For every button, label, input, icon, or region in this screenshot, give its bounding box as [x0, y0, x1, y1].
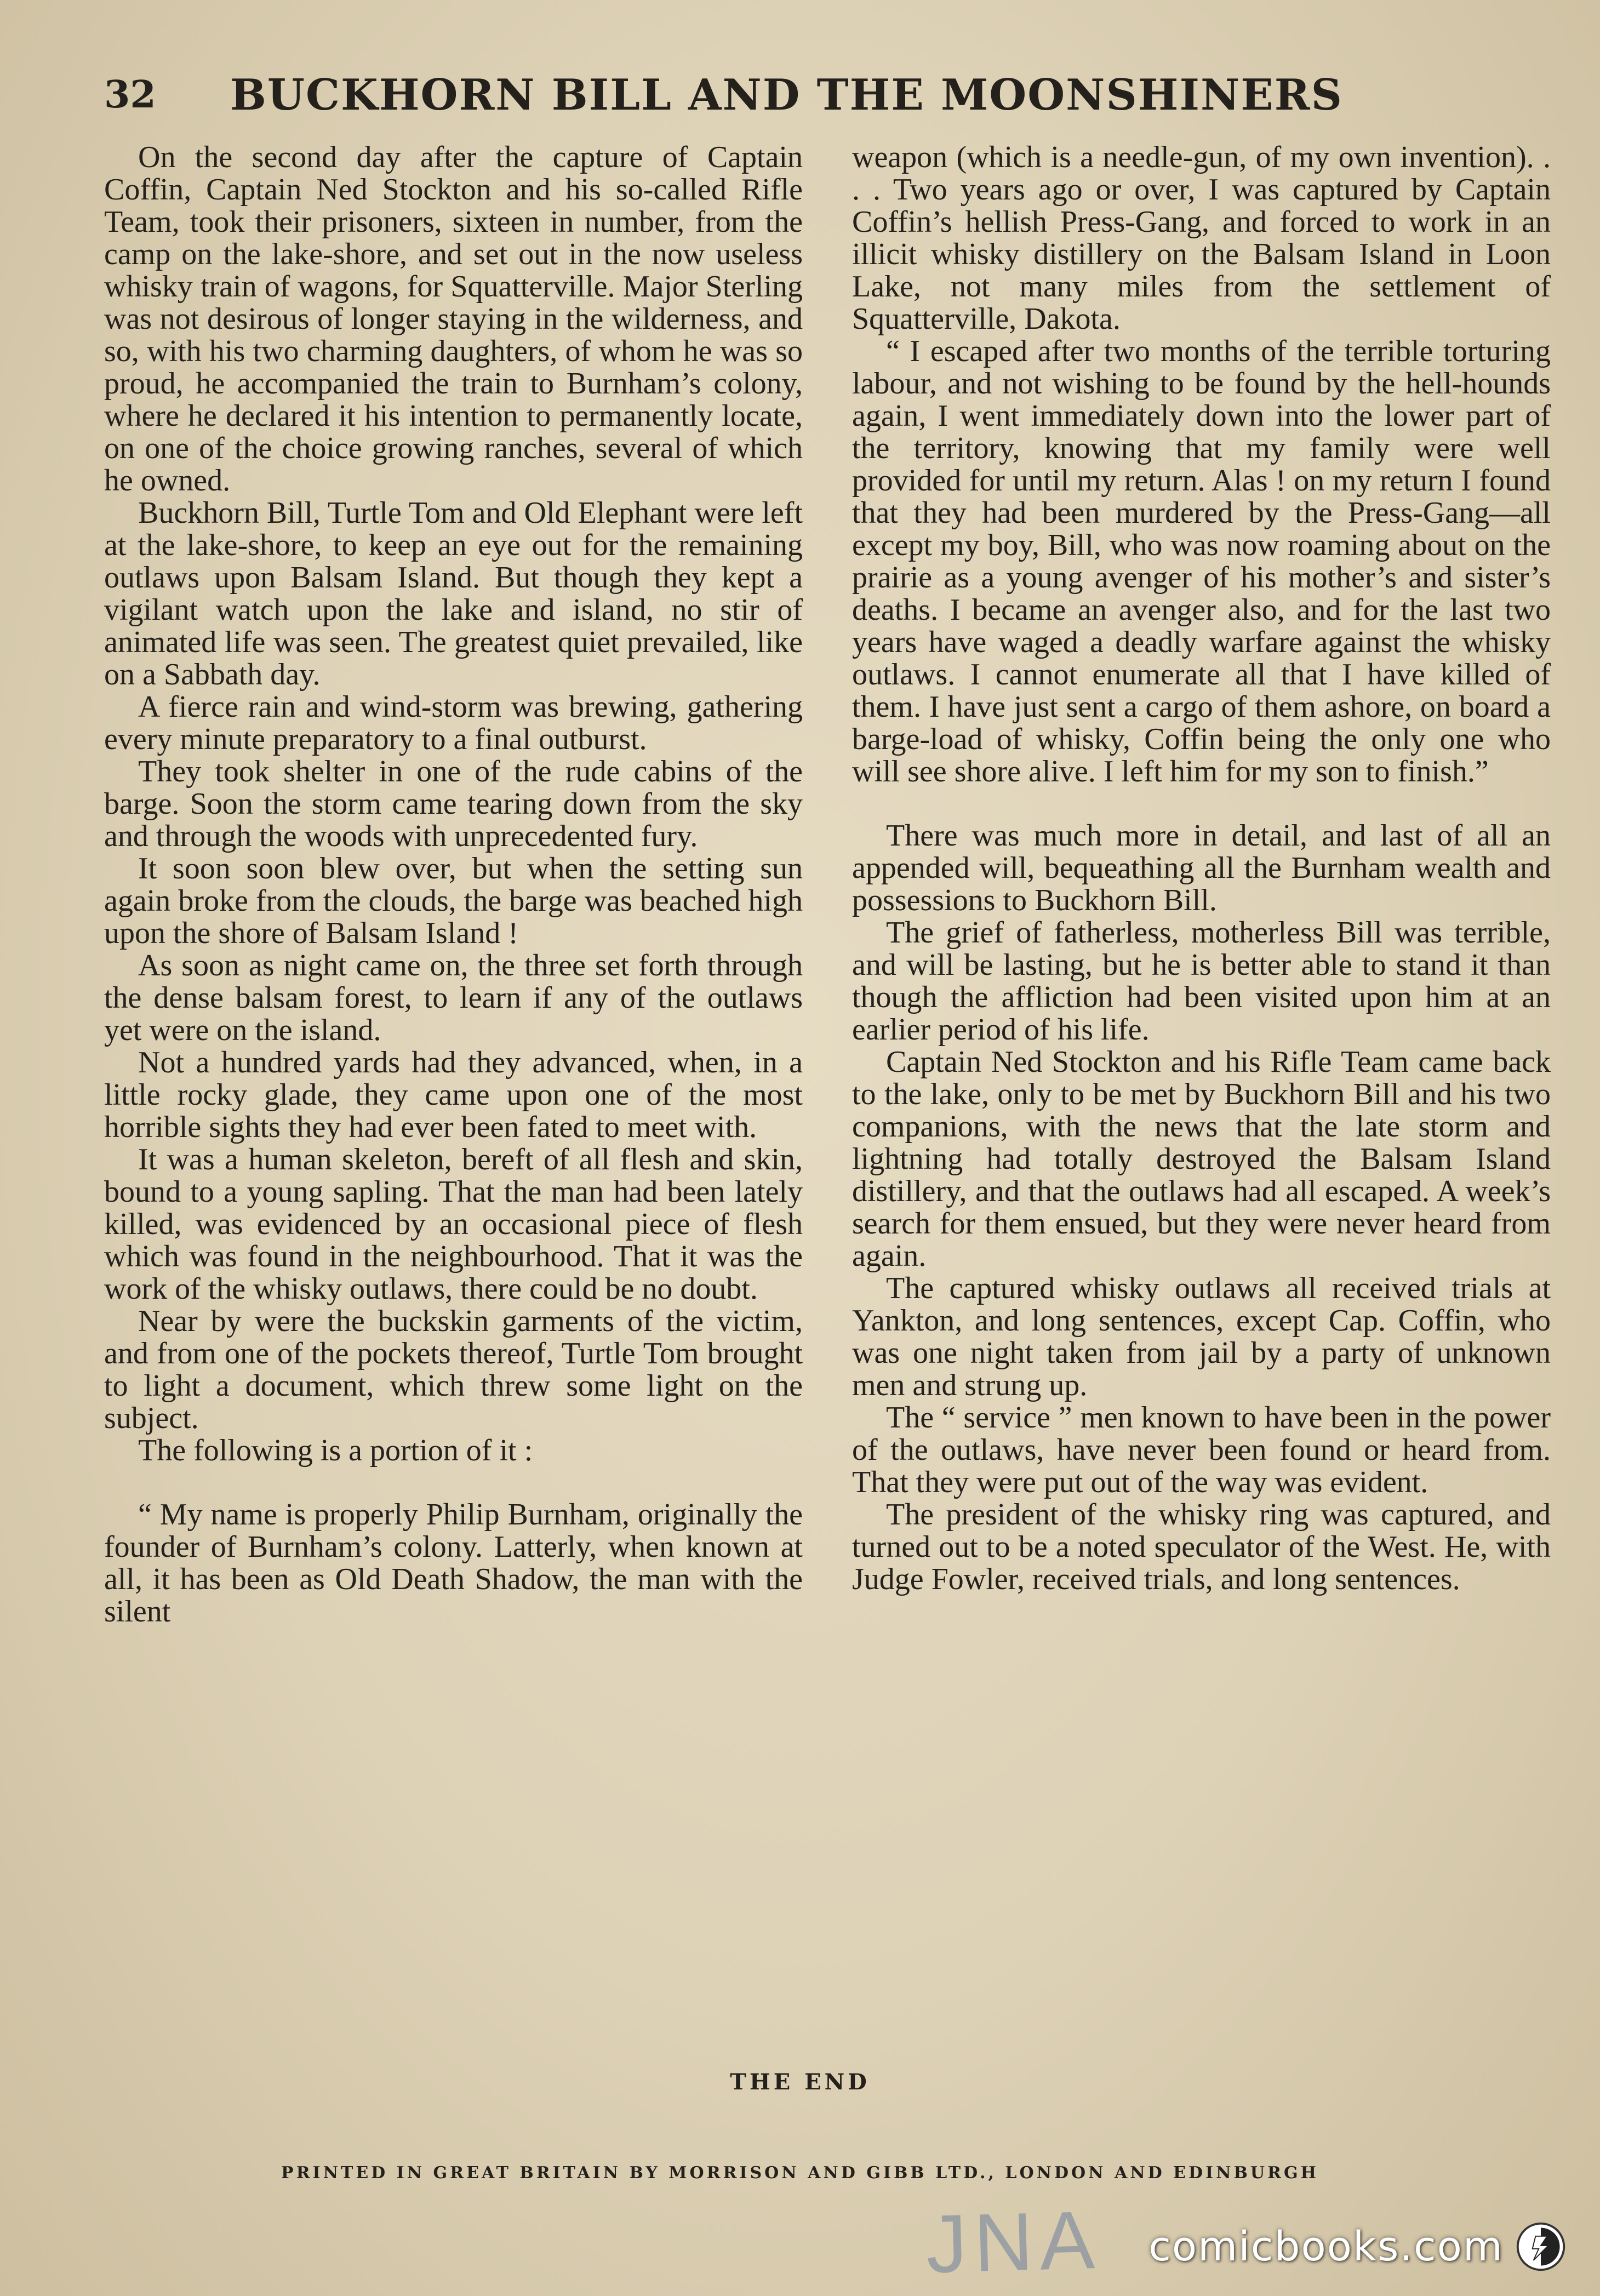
- right-text-column: [852, 141, 1551, 2015]
- paragraph: The grief of fatherless, motherless Bill was terrible, and will be lasting, but he is better able to stand it than though the affliction had been visited upon him at an earlier period of his life.: [852, 916, 1551, 1047]
- left-text-column: [104, 141, 803, 2015]
- running-title: BUCKHORN BILL AND THE MOONSHINERS: [230, 70, 1343, 120]
- paragraph: The captured whisky outlaws all received trials at Yankton, and long sentences, except Cap. Coffin, who was one night taken from jail by a party of unknown men and strung up.: [852, 1271, 1551, 1402]
- paragraph: Buckhorn Bill, Turtle Tom and Old Elephant were left at the lake-shore, to keep an eye out for the remaining outlaws upon Balsam Island. But though they kept a vigilant watch upon the lake and island, no stir of animated life was seen. The greatest quiet prevailed, like on a Sabbath day.: [104, 496, 803, 692]
- paragraph: They took shelter in one of the rude cabins of the barge. Soon the storm came tearing down from the sky and through the woods with unprecedented fury.: [104, 755, 803, 853]
- page-number: 32: [104, 73, 156, 117]
- watermark-text: comicbooks.com: [1148, 2223, 1504, 2270]
- paragraph: The following is a portion of it :: [138, 1433, 533, 1467]
- paragraph-continued: weapon (which is a needle-gun, of my own invention). . . . Two years ago or over, I was captured by Captain Coffin’s hellish Press-Gang, and forced to work in an illicit whisky distillery on the Balsam Island in Loon Lake, not many miles from the settlement of Squatterville, Dakota.: [852, 141, 1551, 336]
- quoted-document-paragraph: “ My name is properly Philip Burnham, originally the founder of Burnham’s colony. Latterly, when known at all, it has been as Old Death Shadow, the man with the silent: [104, 1498, 803, 1629]
- ink-stamp: JNA: [924, 2193, 1102, 2291]
- comic-logo-icon: [1515, 2220, 1567, 2273]
- paragraph: The “ service ” men known to have been in the power of the outlaws, have never been found or heard from. That they were put out of the way was evident.: [852, 1401, 1551, 1499]
- paragraph: Near by were the buckskin garments of the victim, and from one of the pockets thereof, Turtle Tom brought to light a document, which threw some light on the subject.: [104, 1304, 803, 1435]
- paragraph: The president of the whisky ring was captured, and turned out to be a noted speculator of the West. He, with Judge Fowler, received trials, and long sentences.: [852, 1498, 1551, 1596]
- paragraph: As soon as night came on, the three set forth through the dense balsam forest, to learn if any of the outlaws yet were on the island.: [104, 949, 803, 1047]
- paragraph: It soon soon blew over, but when the setting sun again broke from the clouds, the barge was beached high upon the shore of Balsam Island !: [104, 852, 803, 950]
- site-watermark: [1148, 2214, 1567, 2280]
- paragraph: Captain Ned Stockton and his Rifle Team came back to the lake, only to be met by Buckhorn Bill and his two companions, with the news that the late storm and lightning had totally destroyed the Balsam Island distillery, and that the outlaws had all escaped. A week’s search for them ensued, but they were never heard from again.: [852, 1045, 1551, 1273]
- page-header: [104, 65, 1490, 125]
- quoted-document-paragraph: “ I escaped after two months of the terrible torturing labour, and not wishing to be found by the hell-hounds again, I went immediately down into the lower part of the territory, knowing that my family were well provided for until my return. Alas ! on my return I found that they had been murdered by the Press-Gang—all except my boy, Bill, who was now roaming about on the prairie as a young avenger of his mother’s and sister’s deaths. I became an avenger also, and for the last two years have waged a deadly warfare against the whisky outlaws. I cannot enumerate all that I have killed of them. I have just sent a cargo of them ashore, on board a barge-load of whisky, Coffin being the only one who will see shore alive. I left him for my son to finish.”: [852, 334, 1551, 789]
- paragraph: Not a hundred yards had they advanced, when, in a little rocky glade, they came upon one of the most horrible sights they had ever been fated to meet with.: [104, 1046, 803, 1144]
- paragraph: A fierce rain and wind-storm was brewing, gathering every minute preparatory to a final outburst.: [104, 690, 803, 756]
- paragraph: It was a human skeleton, bereft of all flesh and skin, bound to a young sapling. That the man had been lately killed, was evidenced by an occasional piece of flesh which was found in the neighbourhood. That it was the work of the whisky outlaws, there could be no doubt.: [104, 1143, 803, 1306]
- paragraph: There was much more in detail, and last of all an appended will, bequeathing all the Burnham wealth and possessions to Buckhorn Bill.: [852, 819, 1551, 917]
- the-end-mark: THE END: [730, 2069, 870, 2095]
- paragraph: On the second day after the capture of Captain Coffin, Captain Ned Stockton and his so-called Rifle Team, took their prisoners, sixteen in number, from the camp on the lake-shore, and set out in the now useless whisky train of wagons, for Squatterville. Major Sterling was not desirous of longer staying in the wilderness, and so, with his two charming daughters, of whom he was so proud, he accompanied the train to Burnham’s colony, where he declared it his intention to permanently locate, on one of the choice growing ranches, several of which he owned.: [104, 141, 803, 498]
- printer-imprint: PRINTED IN GREAT BRITAIN BY MORRISON AND GIBB LTD., LONDON AND EDINBURGH: [281, 2163, 1319, 2183]
